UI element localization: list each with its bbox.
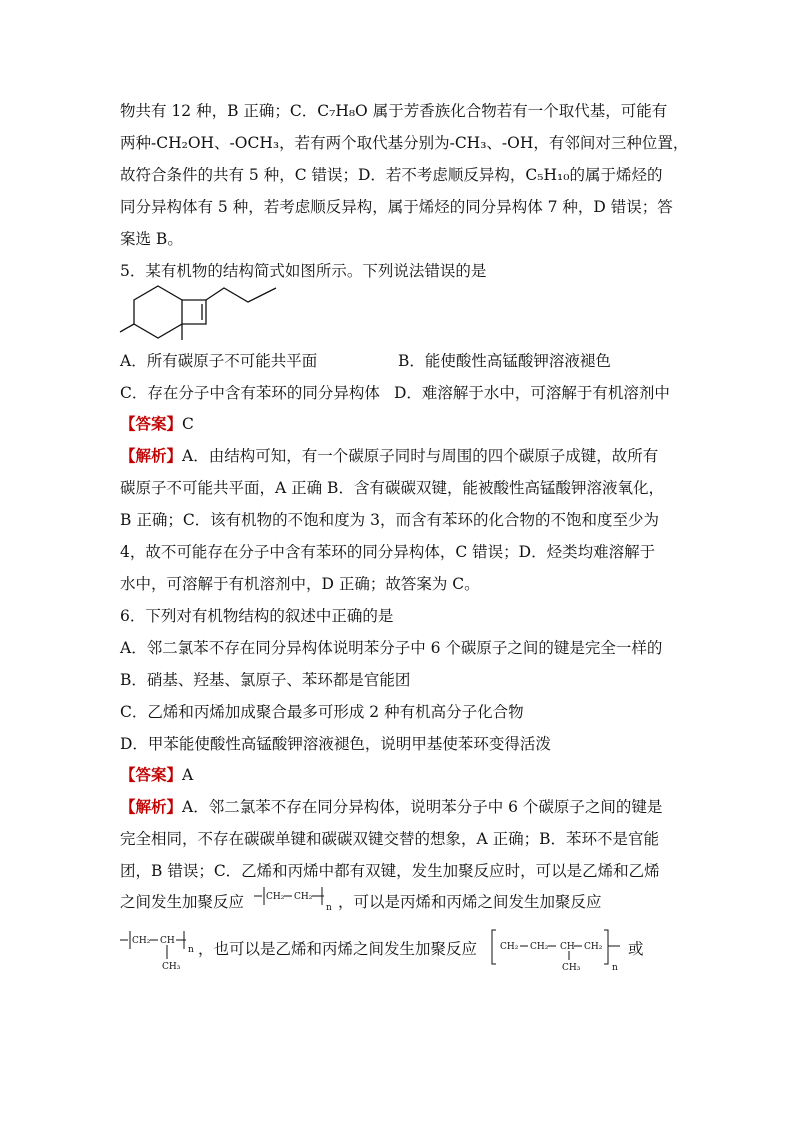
formula-ch: CH xyxy=(160,936,175,946)
analysis-label: 【解析】 xyxy=(120,798,183,816)
q6-option-b: B．硝基、羟基、氯原子、苯环都是官能团 xyxy=(120,671,411,689)
polypropylene-formula xyxy=(120,928,200,972)
formula-ch3: CH₃ xyxy=(562,963,581,973)
q6-option-c: C．乙烯和丙烯加成聚合最多可形成 2 种有机高分子化合物 xyxy=(120,703,524,721)
formula-n: n xyxy=(612,963,618,973)
text-line: ，可以是丙烯和丙烯之间发生加聚反应 xyxy=(338,893,602,911)
text-line: 水中，可溶解于有机溶剂中，D 正确；故答案为 C。 xyxy=(120,575,480,593)
answer-value: A xyxy=(182,766,194,784)
q5-option-a: A．所有碳原子不可能共平面 xyxy=(120,352,318,370)
analysis-text: A．邻二氯苯不存在同分异构体，说明苯分子中 6 个碳原子之间的键是 xyxy=(182,798,663,816)
text-line: ，也可以是乙烯和丙烯之间发生加聚反应 xyxy=(198,940,478,958)
formula-ch3: CH₃ xyxy=(162,962,181,972)
formula-ch2: CH₂ xyxy=(294,892,313,902)
formula-ch2: CH₂ xyxy=(584,942,603,952)
q5-answer-line xyxy=(120,413,194,435)
formula-ch2: CH₂ xyxy=(132,936,151,946)
text-line: 两种-CH₂OH、-OCH₃，若有两个取代基分别为-CH₃、-OH，有邻间对三种位置， xyxy=(120,134,689,152)
polyethylene-formula xyxy=(254,884,338,914)
answer-value: C xyxy=(182,415,194,433)
formula-n: n xyxy=(188,945,194,955)
formula-ch2: CH₂ xyxy=(500,942,519,952)
q6-answer-line xyxy=(120,764,193,786)
answer-label: 【答案】 xyxy=(120,766,183,784)
text-line: 完全相同，不存在碳碳单键和碳碳双键交替的想象，A 正确；B．苯环不是官能 xyxy=(120,830,660,848)
analysis-label: 【解析】 xyxy=(120,447,183,465)
text-line: 4，故不可能存在分子中含有苯环的同分异构体，C 错误；D．烃类均难溶解于 xyxy=(120,543,656,561)
q6-analysis-line xyxy=(120,796,662,818)
text-line: 案选 B。 xyxy=(120,230,183,248)
text-line: 或 xyxy=(628,940,644,958)
formula-ch2: CH₂ xyxy=(530,942,549,952)
q6-option-a: A．邻二氯苯不存在同分异构体说明苯分子中 6 个碳原子之间的键是完全一样的 xyxy=(120,639,663,657)
answer-label: 【答案】 xyxy=(120,415,183,433)
text-line: 团，B 错误；C．乙烯和丙烯中都有双键，发生加聚反应时，可以是乙烯和乙烯 xyxy=(120,862,660,880)
copolymer-formula xyxy=(488,926,628,976)
q5-option-d: D．难溶解于水中，可溶解于有机溶剂中 xyxy=(394,384,670,402)
q5-option-c: C．存在分子中含有苯环的同分异构体 xyxy=(120,384,380,402)
q5-option-b: B．能使酸性高锰酸钾溶液褪色 xyxy=(398,352,611,370)
formula-ch: CH xyxy=(560,942,575,952)
text-line: 之间发生加聚反应 xyxy=(120,893,245,911)
q6-option-d: D．甲苯能使酸性高锰酸钾溶液褪色，说明甲基使苯环变得活泼 xyxy=(120,735,551,753)
text-line: 物共有 12 种，B 正确；C．C₇H₈O 属于芳香族化合物若有一个取代基，可能有 xyxy=(120,102,668,120)
text-line: B 正确；C．该有机物的不饱和度为 3，而含有苯环的化合物的不饱和度至少为 xyxy=(120,511,659,529)
question-5: 5．某有机物的结构简式如图所示。下列说法错误的是 xyxy=(120,262,487,280)
formula-ch2: CH₂ xyxy=(266,892,285,902)
molecule-structure-diagram xyxy=(118,284,288,340)
analysis-text: A．由结构可知，有一个碳原子同时与周围的四个碳原子成键，故所有 xyxy=(182,447,659,465)
text-line: 故符合条件的共有 5 种，C 错误；D．若不考虑顺反异构，C₅H₁₀的属于烯烃的 xyxy=(120,166,663,184)
text-line: 碳原子不可能共平面，A 正确 B．含有碳碳双键，能被酸性高锰酸钾溶液氧化， xyxy=(120,479,664,497)
text-line: 同分异构体有 5 种，若考虑顺反异构，属于烯烃的同分异构体 7 种，D 错误；答 xyxy=(120,198,673,216)
question-6: 6．下列对有机物结构的叙述中正确的是 xyxy=(120,607,394,625)
q5-analysis-line xyxy=(120,445,658,467)
formula-n: n xyxy=(326,903,332,913)
